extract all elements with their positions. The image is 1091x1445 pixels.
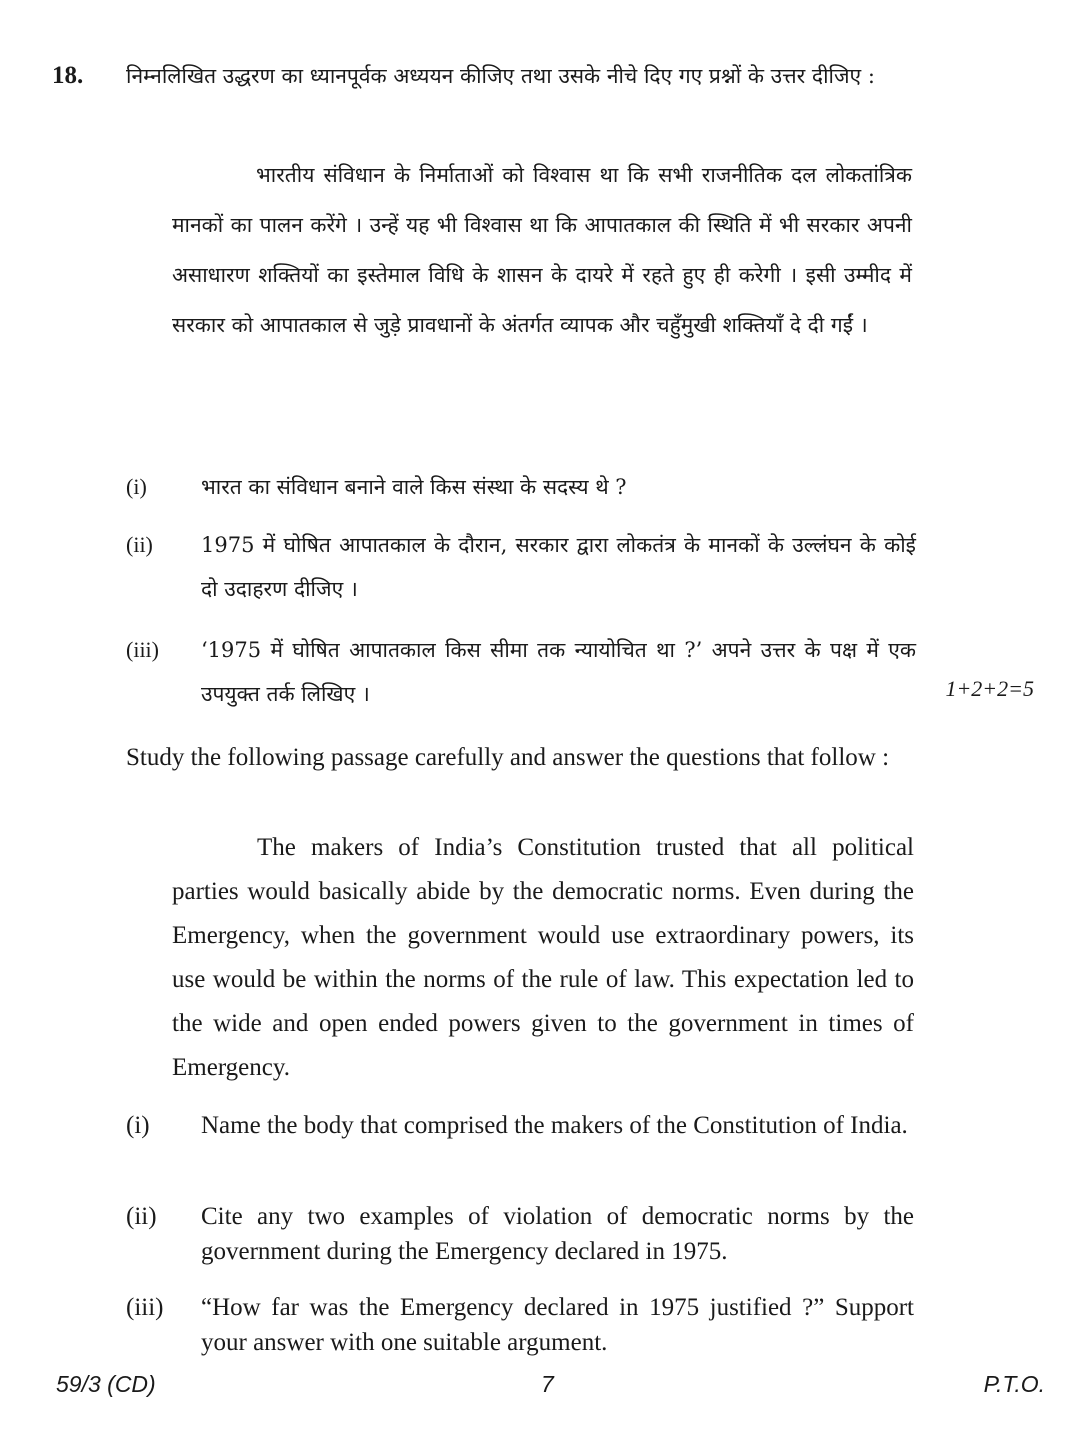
- english-subquestion-1: [126, 1108, 914, 1143]
- hindi-instruction: निम्नलिखित उद्धरण का ध्यानपूर्वक अध्ययन कीजिए तथा उसके नीचे दिए गए प्रश्नों के उत्तर दीजिए :: [126, 64, 875, 88]
- subquestion-text: “How far was the Emergency declared in 1975 justified ?” Support your answer with one suitable argument.: [201, 1294, 914, 1356]
- english-subquestion-3: [126, 1290, 914, 1360]
- subquestion-label: (i): [126, 474, 147, 499]
- subquestion-text: 1975 में घोषित आपातकाल के दौरान, सरकार द्वारा लोकतंत्र के मानकों के उल्लंघन के कोई दो उदाहरण दीजिए ।: [201, 533, 916, 601]
- english-passage: The makers of India’s Constitution trusted that all political parties would basically abide by the democratic norms. Even during the Emergency, when the government would use extraordinary powers, its use would be within the norms of the rule of law. This expectation led to the wide and open ended powers given to the government in times of Emergency.: [172, 834, 914, 1081]
- marks-allocation: 1+2+2=5: [945, 676, 1034, 701]
- hindi-passage: भारतीय संविधान के निर्माताओं को विश्वास था कि सभी राजनीतिक दल लोकतांत्रिक मानकों का पालन करेंगे । उन्हें यह भी विश्वास था कि आपातकाल की स्थिति में भी सरकार अपनी असाधारण शक्तियों का इस्तेमाल विधि के शासन के दायरे में रहते हुए ही करेगी । इसी उम्मीद में सरकार को आपातकाल से जुड़े प्रावधानों के अंतर्गत व्यापक और चहुँमुखी शक्तियाँ दे दी गईं ।: [172, 163, 912, 337]
- subquestion-label: (iii): [126, 1294, 164, 1321]
- subquestion-label: (ii): [126, 1203, 157, 1230]
- subquestion-text: Cite any two examples of violation of democratic norms by the government during the Emergency declared in 1975.: [201, 1203, 914, 1265]
- subquestion-text: Name the body that comprised the makers of the Constitution of India.: [201, 1112, 908, 1139]
- subquestion-label: (iii): [126, 637, 159, 662]
- subquestion-text: ‘1975 में घोषित आपातकाल किस सीमा तक न्यायोचित था ?’ अपने उत्तर के पक्ष में एक उपयुक्त तर्क लिखिए ।: [201, 638, 916, 706]
- english-subquestion-2: [126, 1199, 914, 1269]
- footer-paper-code: 59/3 (CD): [56, 1371, 156, 1397]
- footer-page-number: 7: [541, 1371, 554, 1397]
- subquestion-label: (ii): [126, 532, 153, 557]
- hindi-subquestion-3: [126, 628, 916, 716]
- footer-pto: P.T.O.: [983, 1371, 1045, 1397]
- english-instruction: Study the following passage carefully and answer the questions that follow :: [126, 744, 890, 771]
- hindi-subquestion-2: [126, 523, 916, 611]
- subquestion-text: भारत का संविधान बनाने वाले किस संस्था के सदस्य थे ?: [201, 475, 627, 499]
- subquestion-label: (i): [126, 1112, 150, 1139]
- question-number: 18.: [52, 62, 84, 89]
- hindi-subquestion-1: [126, 465, 916, 509]
